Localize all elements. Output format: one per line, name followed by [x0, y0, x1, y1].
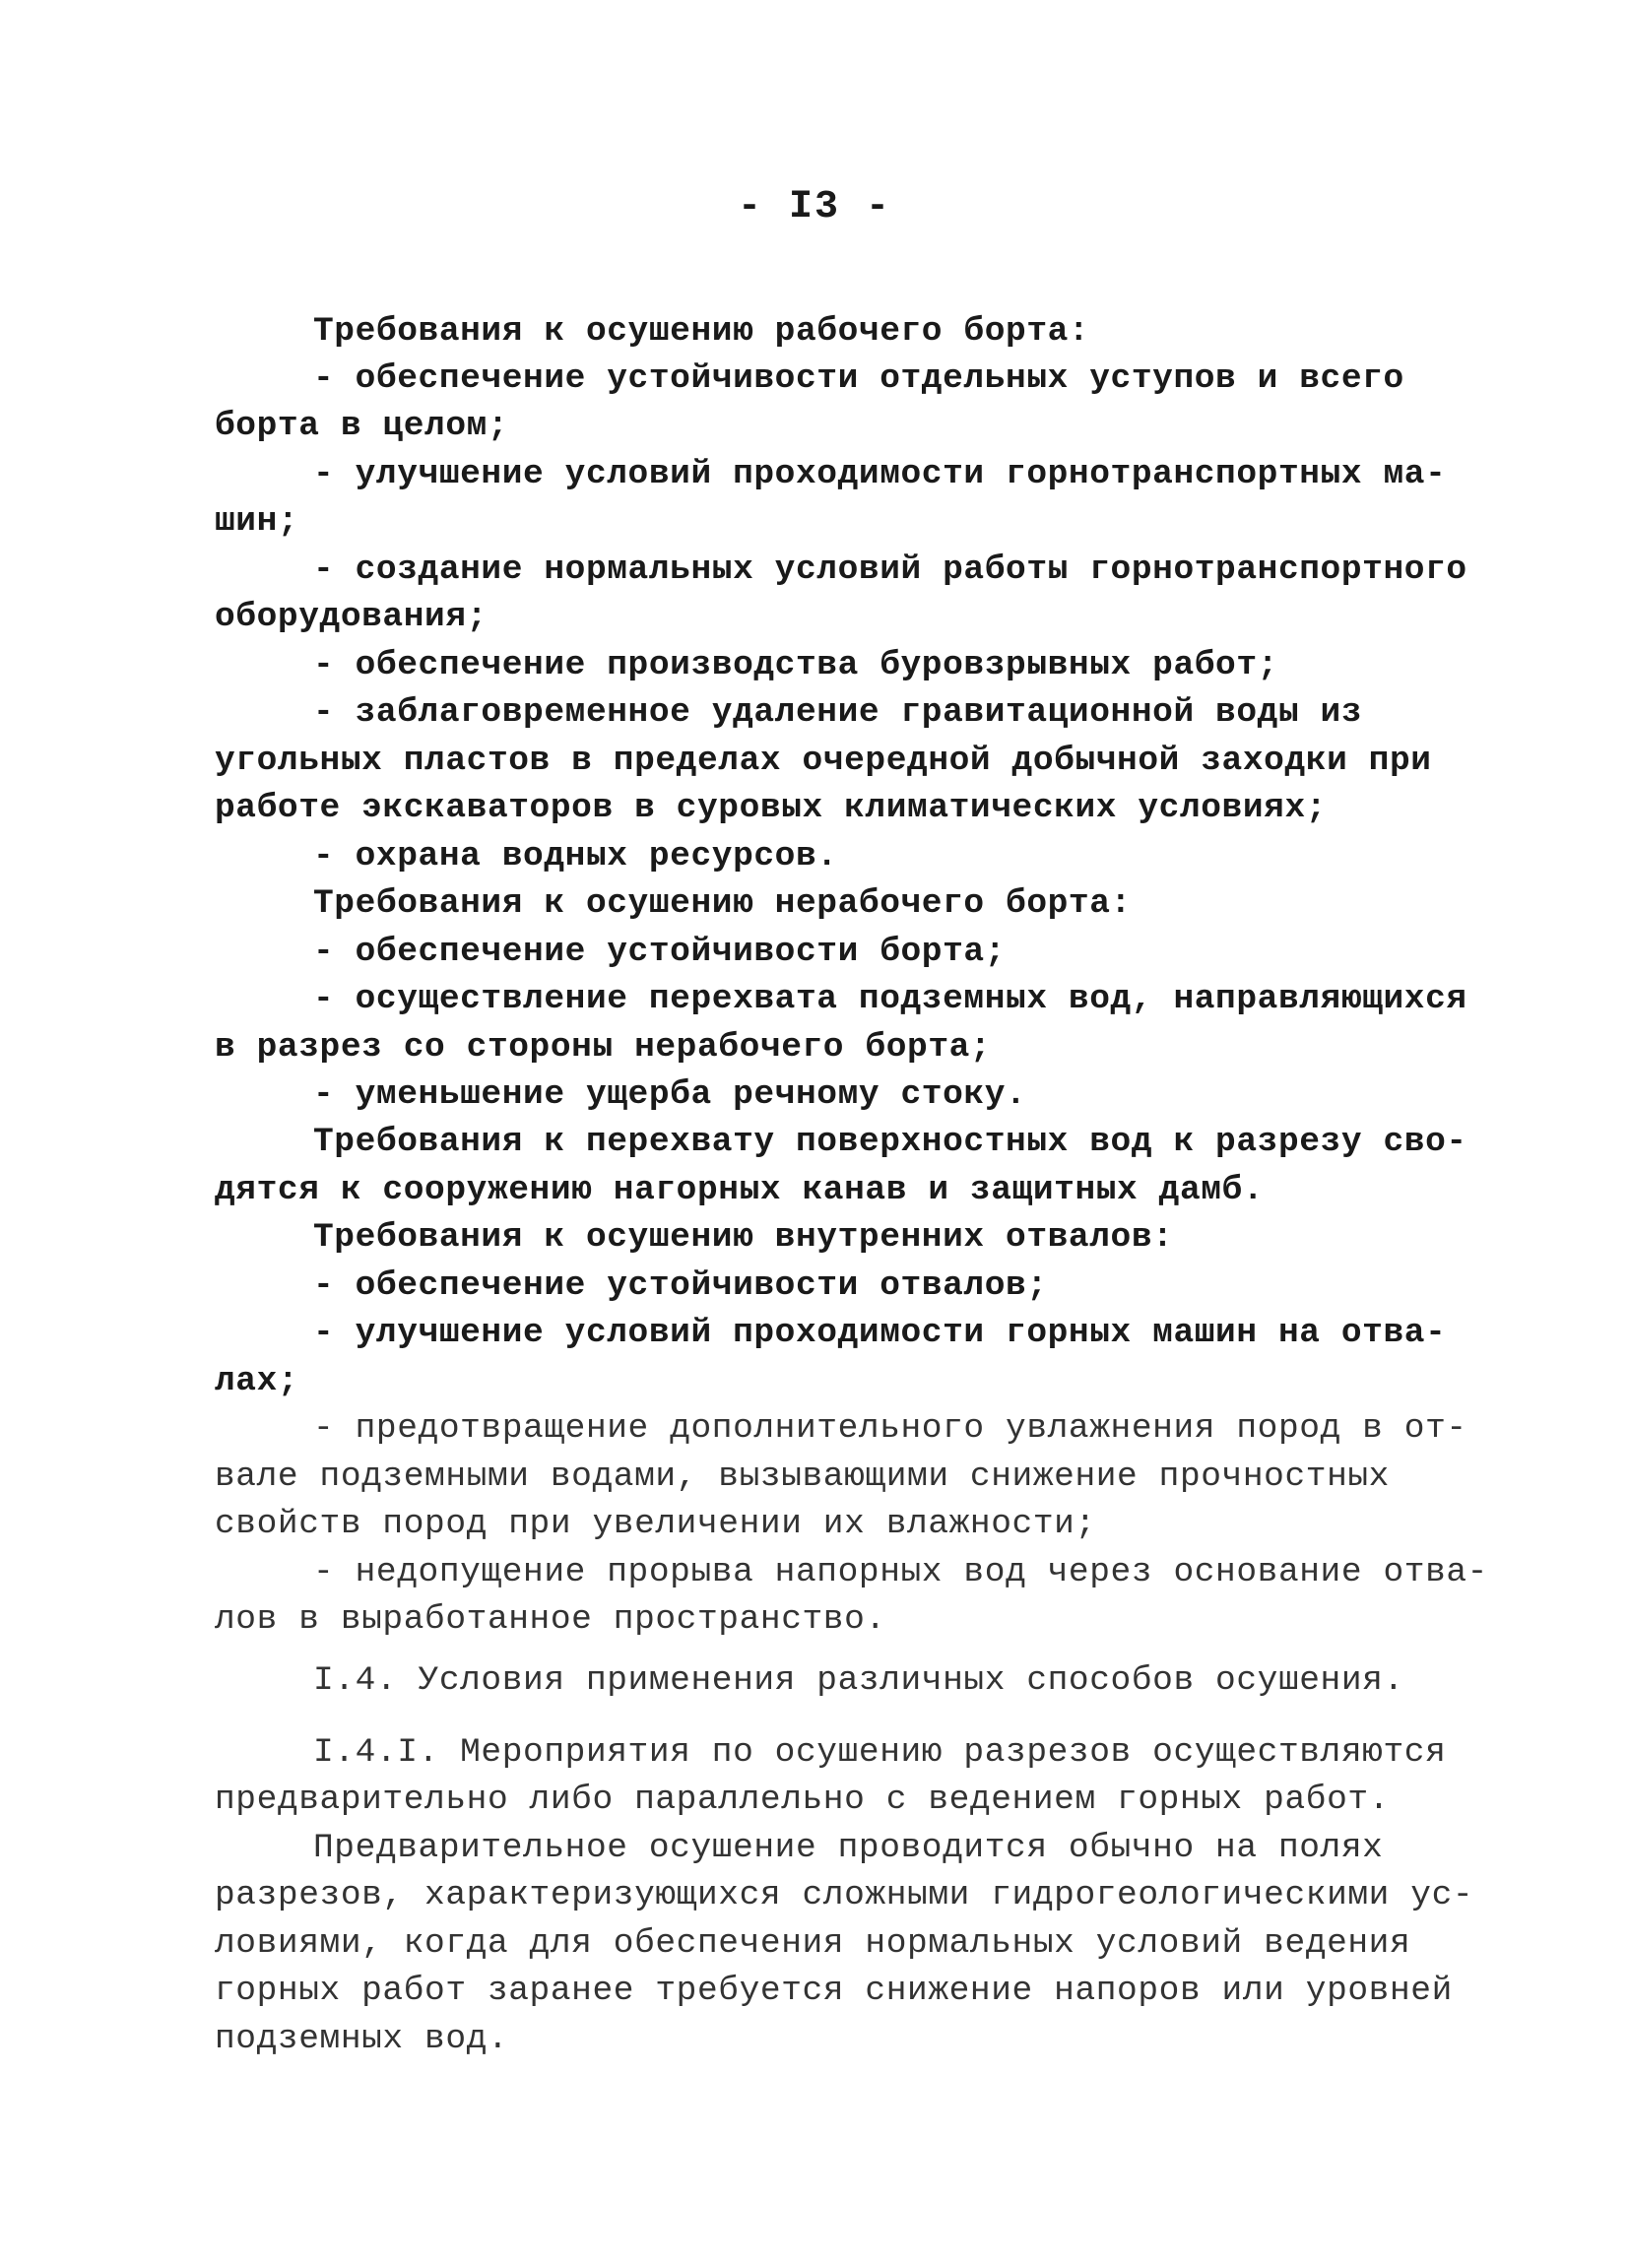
text-line: - предотвращение дополнительного увлажнения пород в от- — [313, 1409, 1467, 1448]
text-line: вале подземными водами, вызывающими снижение прочностных — [215, 1458, 1390, 1496]
text-line: - обеспечение производства буровзрывных работ; — [313, 646, 1278, 684]
page-number: - I3 - — [737, 185, 892, 229]
text-line: Требования к осушению рабочего борта: — [313, 312, 1090, 351]
text-line: свойств пород при увеличении их влажности; — [215, 1505, 1096, 1543]
text-line: шин; — [215, 502, 299, 541]
text-line: лов в выработанное пространство. — [215, 1600, 886, 1639]
text-line: оборудования; — [215, 598, 488, 636]
text-line: дятся к сооружению нагорных канав и защитных дамб. — [215, 1171, 1265, 1209]
text-line: - уменьшение ущерба речному стоку. — [313, 1075, 1027, 1114]
text-line: борта в целом; — [215, 407, 509, 445]
text-line: Требования к перехвату поверхностных вод к разрезу сво- — [313, 1123, 1467, 1161]
text-line: ловиями, когда для обеспечения нормальных условий ведения — [215, 1924, 1411, 1963]
text-line: - обеспечение устойчивости отдельных уступов и всего — [313, 359, 1404, 398]
text-line: разрезов, характеризующихся сложными гидрогеологическими ус- — [215, 1876, 1474, 1914]
text-line: - охрана водных ресурсов. — [313, 837, 838, 875]
text-line: - улучшение условий проходимости горнотранспортных ма- — [313, 455, 1447, 493]
text-line: - улучшение условий проходимости горных машин на отва- — [313, 1314, 1447, 1352]
text-line: горных работ заранее требуется снижение напоров или уровней — [215, 1972, 1453, 2010]
text-line: работе экскаваторов в суровых климатических условиях; — [215, 789, 1328, 827]
text-line: предварительно либо параллельно с ведением горных работ. — [215, 1781, 1390, 1819]
text-line: в разрез со стороны нерабочего борта; — [215, 1028, 992, 1067]
text-line: - обеспечение устойчивости борта; — [313, 933, 1007, 971]
text-line: Предварительное осушение проводится обычно на полях — [313, 1829, 1384, 1867]
text-line: Требования к осушению внутренних отвалов: — [313, 1218, 1174, 1257]
text-line: лах; — [215, 1362, 299, 1400]
section-heading: I.4. Условия применения различных способов осушения. — [313, 1661, 1404, 1700]
text-line: Требования к осушению нерабочего борта: — [313, 884, 1132, 923]
text-line: - недопущение прорыва напорных вод через основание отва- — [313, 1553, 1488, 1591]
text-line: - осуществление перехвата подземных вод, направляющихся — [313, 980, 1467, 1018]
text-line: - обеспечение устойчивости отвалов; — [313, 1266, 1048, 1305]
text-line: I.4.I. Мероприятия по осушению разрезов осуществляются — [313, 1733, 1447, 1772]
text-line: - создание нормальных условий работы горнотранспортного — [313, 551, 1467, 589]
text-line: угольных пластов в пределах очередной добычной заходки при — [215, 742, 1432, 780]
text-line: подземных вод. — [215, 2020, 509, 2058]
text-line: - заблаговременное удаление гравитационной воды из — [313, 693, 1363, 732]
